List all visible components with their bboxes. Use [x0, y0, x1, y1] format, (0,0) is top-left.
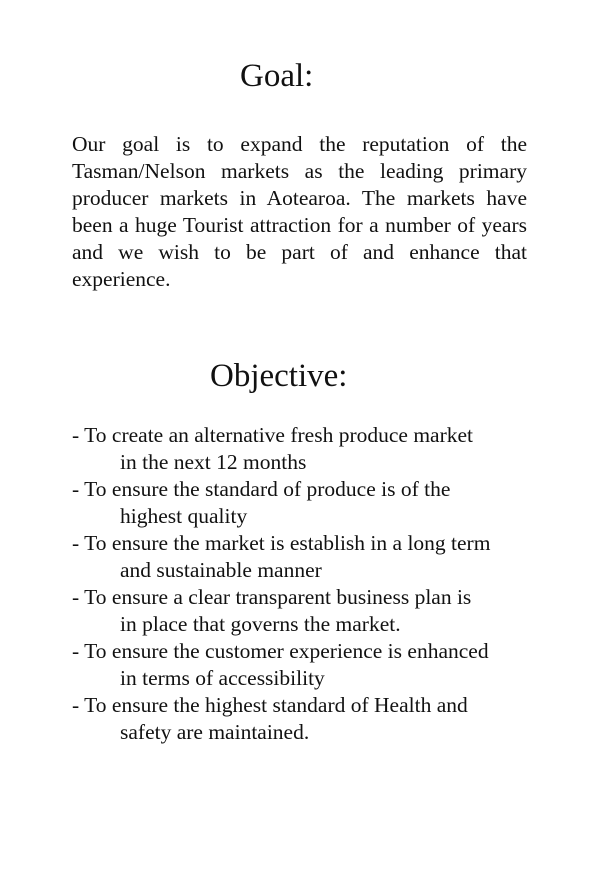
objective-item	[72, 584, 542, 638]
objective-item-text: - To ensure the customer experience is enhanced	[72, 639, 489, 663]
objective-item-continuation: and sustainable manner	[120, 558, 322, 582]
objectives-list	[72, 422, 542, 746]
objective-item-continuation: highest quality	[120, 504, 248, 528]
objective-item	[72, 422, 542, 476]
objective-item-text: - To ensure a clear transparent business plan is	[72, 585, 472, 609]
objective-item	[72, 530, 542, 584]
objective-item	[72, 692, 542, 746]
objective-item-continuation: safety are maintained.	[120, 720, 310, 744]
objective-item-continuation: in place that governs the market.	[120, 612, 401, 636]
objective-item-continuation: in the next 12 months	[120, 450, 307, 474]
objective-item-continuation: in terms of accessibility	[120, 666, 325, 690]
objective-item	[72, 638, 542, 692]
objective-heading: Objective:	[210, 358, 348, 394]
objective-item-text: - To create an alternative fresh produce market	[72, 423, 474, 447]
objective-item-text: - To ensure the market is establish in a long term	[72, 531, 491, 555]
objective-item-text: - To ensure the standard of produce is of the	[72, 477, 451, 501]
objective-item-text: - To ensure the highest standard of Health and	[72, 693, 468, 717]
objective-item	[72, 476, 542, 530]
goal-paragraph: Our goal is to expand the reputation of the Tasman/Nelson markets as the leading primary producer markets in Aotearoa. The markets have been a huge Tourist attraction for a number of years and we wish to be part of and enhance that experience.	[72, 132, 527, 291]
goal-heading: Goal:	[240, 58, 314, 94]
